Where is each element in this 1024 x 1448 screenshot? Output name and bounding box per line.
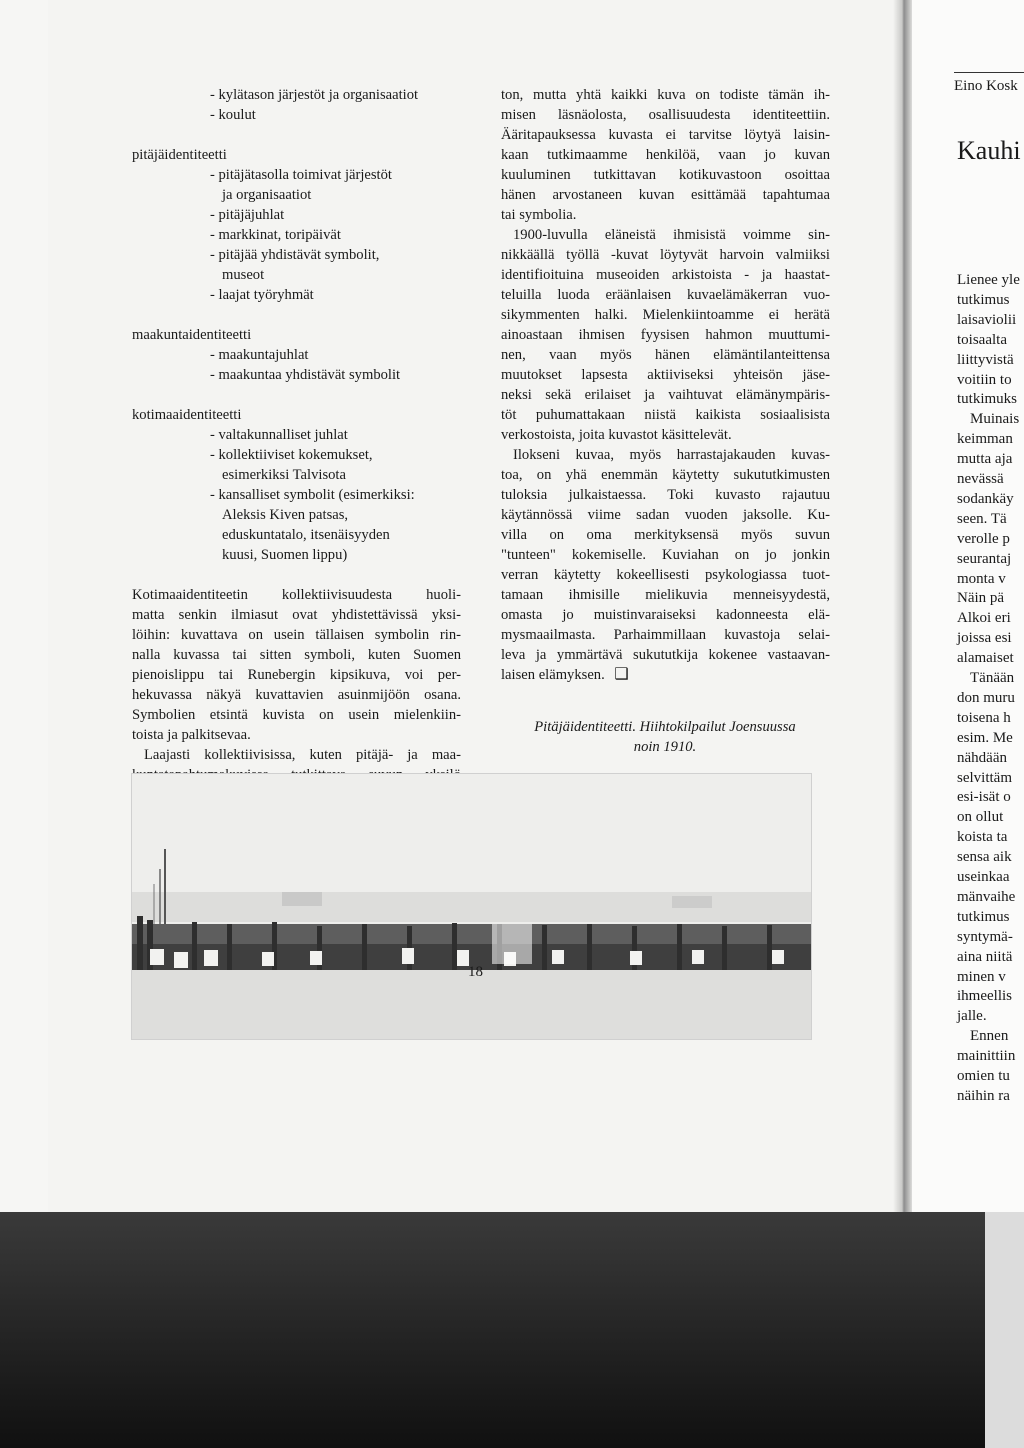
- scanner-background: [0, 1212, 1024, 1448]
- adjacent-page-line: näihin ra: [957, 1087, 1010, 1104]
- list-item: ja organisaatiot: [222, 187, 312, 203]
- section-heading: pitäjäidentiteetti: [132, 147, 227, 163]
- photo-caption-line: noin 1910.: [633, 739, 697, 755]
- adjacent-page-title: Kauhi: [957, 136, 1021, 165]
- adjacent-page-line: mainittiin: [957, 1048, 1016, 1065]
- adjacent-page-line: koista ta: [957, 829, 1008, 846]
- list-item: - valtakunnalliset juhlat: [210, 427, 348, 443]
- text-line: misen läsnäolosta, osallisuudesta identiteettiin.: [501, 107, 830, 123]
- text-line: toista ja palkitsevaa.: [132, 727, 251, 743]
- text-line: ainoastaan ihmisen fyysisen hahmon muuttumi-: [501, 327, 830, 343]
- text-line: pienoislippu tai Runebergin kipsikuva, voi per-: [132, 667, 461, 683]
- adjacent-page-line: seurantaj: [957, 550, 1012, 567]
- text-line: nen, vaan myös hänen elämäntilanteittensa: [501, 347, 830, 363]
- text-line: Kotimaaidentiteetin kollektiivisuudesta huoli-: [132, 587, 461, 603]
- text-line: kuuluminen tutkittavan kotikuvastoon osoittaa: [501, 167, 830, 183]
- adjacent-page-line: aina niitä: [957, 948, 1013, 965]
- text-line-end: laisen elämyksen.: [501, 667, 605, 683]
- text-line: verran käytetty kokeellisesti psykologiassa tuot-: [501, 567, 830, 583]
- text-line: muutokset lapsesta aktiiviseksi yhteisön jäse-: [501, 367, 830, 383]
- adjacent-page-line: tutkimus: [957, 291, 1010, 308]
- section-heading: maakuntaidentiteetti: [132, 327, 252, 343]
- list-item: - pitäjää yhdistävät symbolit,: [210, 247, 380, 263]
- text-line: tuloksia julkaistaessa. Toki kuvasto rajautuu: [501, 487, 830, 503]
- list-item: - laajat työryhmät: [210, 287, 314, 303]
- text-line: toa, on yhä enemmän käytetty sukututkimusten: [501, 467, 830, 483]
- adjacent-page-line: nevässä: [957, 471, 1004, 487]
- page-number: 18: [468, 964, 483, 980]
- adjacent-page-line: toisena h: [957, 709, 1011, 726]
- text-line: hänen arvostaneen kuvan esittämää tapahtumaa: [501, 187, 830, 203]
- text-line: villa on oma merkityksensä myös suvun: [501, 527, 830, 543]
- adjacent-page-header: Eino Kosk: [954, 78, 1018, 94]
- text-line: "tunteen" kokemiselle. Kuviahan on jo jonkin: [501, 547, 830, 563]
- text-line: tai symbolia.: [501, 207, 577, 223]
- list-item: museot: [222, 267, 265, 283]
- adjacent-page-line: alamaiset: [957, 650, 1014, 667]
- text-line: identifioituina museoiden arkistoista - ja haastat-: [501, 267, 830, 283]
- section-heading: kotimaaidentiteetti: [132, 407, 242, 423]
- adjacent-page-line: esim. Me: [957, 729, 1013, 746]
- adjacent-page-line: Ennen: [970, 1028, 1009, 1045]
- list-item: esimerkiksi Talvisota: [222, 467, 346, 483]
- list-item: - koulut: [210, 107, 256, 123]
- adjacent-page-line: useinkaa: [957, 869, 1010, 885]
- list-item: Aleksis Kiven patsas,: [222, 507, 349, 523]
- adjacent-page-line: liittyvistä: [957, 351, 1014, 368]
- ski-race-crowd-image: [132, 774, 811, 1039]
- list-item: - maakuntaa yhdistävät symbolit: [210, 367, 401, 383]
- text-line: nikkäällä työllä -kuvat löytyvät harvoin valmiiksi: [501, 247, 830, 263]
- text-line: mysmaailmasta. Parhaimmillaan kuvastoja selai-: [501, 627, 830, 643]
- adjacent-page-line: seen. Tä: [957, 510, 1007, 527]
- end-of-article-icon: ❑: [614, 666, 629, 683]
- text-line: teluilla luoda eräänlaisen kuvaelämäkerran vuo-: [501, 287, 830, 303]
- text-line: matta senkin ilmiasut ovat yhdistettävissä yksi-: [132, 607, 461, 623]
- text-line: sikymmenten halki. Mielenkiintoamme ei herätä: [501, 307, 830, 323]
- text-line: omasta jo muistinvaraiseksi kadonneesta elä-: [501, 607, 830, 623]
- adjacent-page-line: mutta aja: [957, 451, 1013, 468]
- adjacent-page-line: selvittäm: [957, 769, 1012, 786]
- text-line: hekuvassa näkyä kuvattavien asuinmijöön osana.: [132, 687, 461, 703]
- adjacent-page-line: sodankäy: [957, 490, 1014, 507]
- scanner-edge: [985, 1212, 1024, 1448]
- adjacent-page-line: syntymä-: [957, 928, 1013, 945]
- text-line: 1900-luvulla eläneistä ihmisistä voimme sin-: [513, 227, 830, 243]
- adjacent-page-line: on ollut: [957, 809, 1004, 826]
- adjacent-page-line: monta v: [957, 570, 1006, 587]
- adjacent-page-line: esi-isät o: [957, 789, 1011, 806]
- adjacent-page-line: sensa aik: [957, 849, 1012, 866]
- adjacent-page-line: tutkimus: [957, 908, 1010, 925]
- text-line: Ääritapauksessa kuvasta ei tarvitse löytyä laisin-: [501, 127, 830, 143]
- adjacent-page-line: laisaviolii: [957, 311, 1017, 328]
- adjacent-page-line: Muinais: [970, 411, 1020, 428]
- list-item: - kollektiiviset kokemukset,: [210, 447, 373, 463]
- text-line: Ilokseni kuvaa, myös harrastajakauden kuvas-: [513, 447, 830, 463]
- adjacent-page-line: tutkimuks: [957, 391, 1018, 408]
- list-item: - pitäjätasolla toimivat järjestöt: [210, 167, 392, 183]
- text-line: verkostoista, joita kuvastot käsittelevät.: [501, 427, 732, 443]
- adjacent-page-line: mänvaihe: [957, 888, 1016, 905]
- adjacent-page-line: omien tu: [957, 1068, 1010, 1084]
- text-line: ton, mutta yhtä kaikki kuva on todiste tämän ih-: [501, 87, 830, 103]
- text-line: käytännössä viime sadan vuoden jaksolle. Ku-: [501, 507, 830, 523]
- list-item: - markkinat, toripäivät: [210, 227, 341, 243]
- text-line: tamaan ihmisille mielikuvia menneisyydestä,: [501, 587, 830, 603]
- adjacent-page-line: Lienee yle: [957, 272, 1020, 288]
- list-item: - pitäjäjuhlat: [210, 207, 285, 223]
- list-item: - kylätason järjestöt ja organisaatiot: [210, 87, 419, 103]
- adjacent-page-line: ihmeellis: [957, 988, 1012, 1005]
- adjacent-page-line: minen v: [957, 968, 1006, 985]
- adjacent-page-line: verolle p: [957, 530, 1010, 547]
- adjacent-page-line: voitiin to: [957, 371, 1012, 388]
- adjacent-page-line: don muru: [957, 689, 1015, 706]
- text-line: kaan tutkimaamme henkilöä, vaan jo kuvan: [501, 147, 830, 163]
- text-line: nalla kuvassa tai sitten symboli, kuten Suomen: [132, 647, 461, 663]
- adjacent-page-line: nähdään: [957, 749, 1007, 766]
- text-line: Laajasti kollektiivisissa, kuten pitäjä- ja maa-: [144, 747, 461, 763]
- header-rule: [954, 72, 1024, 73]
- adjacent-page-line: jalle.: [957, 1008, 987, 1025]
- text-line: löihin: kuvattava on usein tällaisen symbolin rin-: [132, 627, 461, 643]
- text-line: neksi sekä erilaiset ja vaihtuvat elämänympäris-: [501, 387, 830, 403]
- text-line: Symbolien etsintä kuvista on usein mielenkiin-: [132, 707, 461, 723]
- text-line: töt puhumattakaan niistä kaikista sosiaalisista: [501, 407, 830, 423]
- text-line: [501, 665, 629, 685]
- list-item: eduskuntatalo, itsenäisyyden: [222, 527, 390, 543]
- list-item: kuusi, Suomen lippu): [222, 547, 348, 563]
- text-line: leva ja ymmärtävä sukututkija kokenee vastaavan-: [501, 647, 830, 663]
- list-item: - kansalliset symbolit (esimerkiksi:: [210, 487, 415, 503]
- adjacent-page-line: Näin pä: [957, 590, 1005, 607]
- photo-ski-race: [131, 773, 812, 1040]
- adjacent-page-line: Tänään: [970, 670, 1015, 686]
- adjacent-page-line: toisaalta: [957, 331, 1007, 348]
- list-item: - maakuntajuhlat: [210, 347, 309, 363]
- book-gutter: [893, 0, 913, 1212]
- photo-caption-line: Pitäjäidentiteetti. Hiihtokilpailut Joensuussa: [534, 719, 796, 735]
- adjacent-page-line: Alkoi eri: [957, 610, 1011, 627]
- adjacent-page-line: keimman: [957, 431, 1013, 448]
- adjacent-page-line: joissa esi: [957, 630, 1012, 647]
